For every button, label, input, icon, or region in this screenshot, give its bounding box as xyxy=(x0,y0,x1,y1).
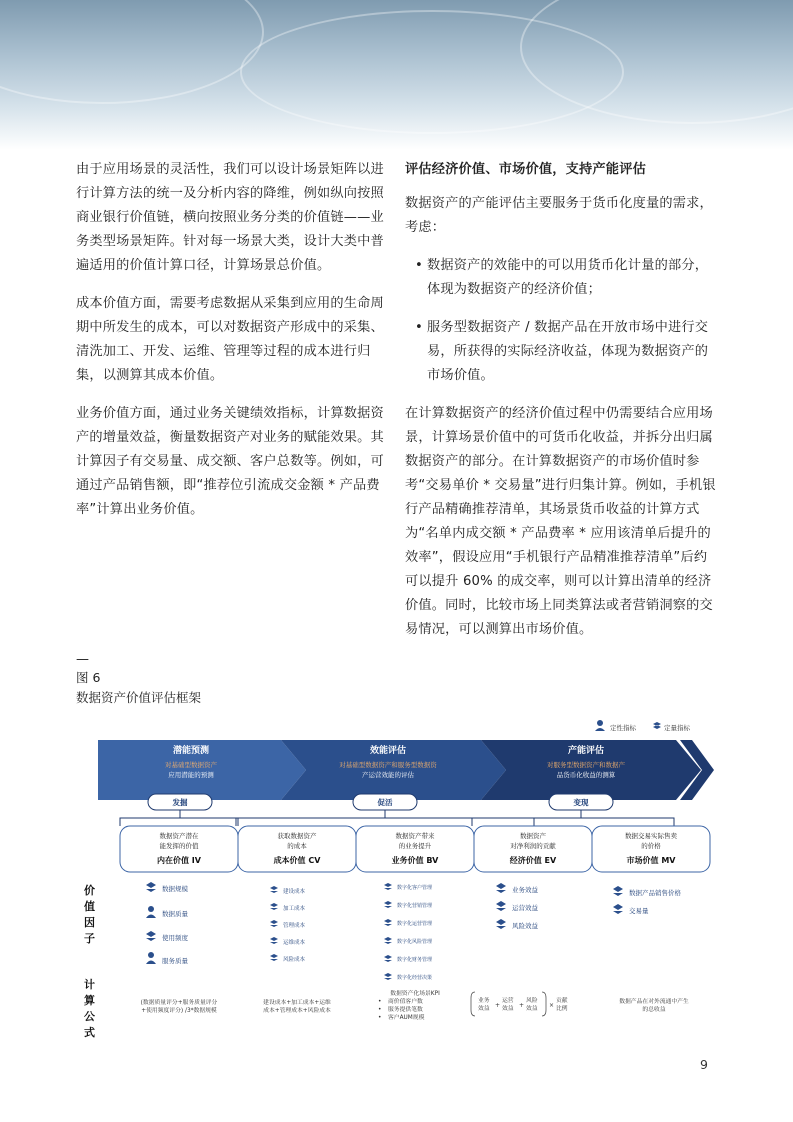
formula-ev-term: 运营 xyxy=(502,998,514,1004)
formula-ev-op: + xyxy=(495,1002,501,1009)
stack-icon xyxy=(146,882,156,892)
bullet-dot: • xyxy=(378,1015,382,1021)
paragraph-intro: 数据资产的产能评估主要服务于货币化度量的需求，考虑： xyxy=(405,196,713,235)
paragraph-business-value: 业务价值方面，通过业务关键绩效指标，计算数据资产的增量效益，衡量数据资产对业务的赋能效果。其计算因子有交易量、成交额、客户总数等。例如，可通过产品销售额，即“推荐位引流成交金额 * 产品费率”计算出业务价值。 xyxy=(76,406,384,517)
factor-item: 数字化财务管理 xyxy=(397,957,433,963)
formula-ev-op: + xyxy=(519,1002,525,1009)
row-label-char: 式 xyxy=(84,1026,95,1039)
action-label: 促活 xyxy=(377,798,393,807)
stack-icon xyxy=(384,937,392,944)
person-icon-body xyxy=(146,961,156,965)
formula-ev-term: 效益 xyxy=(502,1006,514,1012)
stack-icon xyxy=(613,886,623,896)
value-desc: 的业务提升 xyxy=(398,842,432,850)
stack-icon xyxy=(270,954,278,961)
stack-icon xyxy=(270,920,278,927)
person-icon-body xyxy=(146,915,156,919)
factor-item: 数据质量 xyxy=(162,910,188,918)
factors-ev xyxy=(496,883,539,930)
value-desc: 数据交易实际售卖 xyxy=(625,832,677,840)
stack-icon xyxy=(496,883,506,893)
value-desc: 的价格 xyxy=(641,842,661,850)
formula-cv: 建设成本+加工成本+运维 xyxy=(263,1000,331,1006)
phase-title: 潜能预测 xyxy=(172,746,210,756)
value-desc: 数据资产 xyxy=(520,832,546,840)
factor-item: 建设成本 xyxy=(283,889,306,895)
wave-shape xyxy=(0,0,264,104)
figure-number: 图 6 xyxy=(76,670,101,685)
value-name: 市场价值 MV xyxy=(626,856,676,865)
stack-icon xyxy=(613,904,623,914)
value-desc: 的成本 xyxy=(287,842,307,850)
formula-ev-term: 效益 xyxy=(478,1006,490,1012)
legend-quantitative: 定量指标 xyxy=(664,724,690,732)
stack-icon xyxy=(270,886,278,893)
stack-icon xyxy=(146,931,156,941)
value-desc: 数据资产潜在 xyxy=(159,832,199,840)
figure-caption: 数据资产价值评估框架 xyxy=(76,690,202,705)
value-desc: 获取数据资产 xyxy=(277,832,317,840)
bracket-left xyxy=(471,992,475,1016)
factors-mv xyxy=(613,886,682,915)
bracket xyxy=(120,818,238,826)
stack-icon xyxy=(496,901,506,911)
row-label-char: 价 xyxy=(84,884,95,897)
diagram-svg xyxy=(76,710,716,1045)
value-name: 内在价值 IV xyxy=(157,856,201,865)
action-label: 变现 xyxy=(573,798,589,807)
formula-mv: 数据产品在对外流通中产生 xyxy=(619,999,689,1005)
formula-ev-term: 业务 xyxy=(478,998,490,1004)
formula-bv-item: 服务提供笔数 xyxy=(388,1007,423,1013)
value-name: 业务价值 BV xyxy=(391,856,439,865)
formula-bv-title: 数据资产化场景KPI xyxy=(390,991,440,997)
bullet-item: • 数据资产的效能中的可以用货币化计量的部分，体现为数据资产的经济价值； xyxy=(405,254,717,302)
factors-cv xyxy=(270,886,306,963)
formulas xyxy=(141,989,689,1021)
bracket xyxy=(472,818,674,826)
phase-banner xyxy=(98,740,714,800)
stack-icon xyxy=(384,955,392,962)
header-water-image xyxy=(0,0,793,150)
factor-item: 数据规模 xyxy=(162,885,188,893)
phase-desc: 对服务型数据资产和数据产 xyxy=(547,761,625,769)
phase-desc: 产运营效能的评估 xyxy=(362,771,414,779)
value-name: 经济价值 EV xyxy=(509,856,557,865)
left-column xyxy=(76,158,386,536)
formula-iv: (数据质量评分+服务质量评分 xyxy=(140,1000,218,1006)
factor-item: 使用频度 xyxy=(162,934,188,942)
row-label-formula xyxy=(84,977,96,1039)
stack-icon xyxy=(270,903,278,910)
phase-desc: 应用潜能的预测 xyxy=(168,771,214,779)
row-label-char: 子 xyxy=(84,932,95,945)
row-label-char: 公 xyxy=(84,1010,95,1023)
bullet-dot: • xyxy=(378,999,382,1005)
formula-ev-op: × xyxy=(549,1002,555,1009)
bullet-list xyxy=(405,254,717,388)
row-label-factors xyxy=(84,883,95,945)
row-label-char: 因 xyxy=(84,916,95,929)
person-icon xyxy=(597,720,603,726)
person-icon-body xyxy=(595,728,605,731)
factor-item: 数字化经营决策 xyxy=(397,975,433,981)
phase-title: 产能评估 xyxy=(567,746,605,756)
bracket-right xyxy=(542,992,546,1016)
phase-title: 效能评估 xyxy=(369,746,407,756)
bullet-item: • 服务型数据资产 / 数据产品在开放市场中进行交易，所获得的实际经济收益，体现为数据资产的市场价值。 xyxy=(405,316,717,388)
factor-item: 交易量 xyxy=(629,907,649,915)
factors-iv xyxy=(146,882,189,965)
value-desc: 数据资产带来 xyxy=(395,832,435,840)
stack-icon xyxy=(384,883,392,890)
stack-icon xyxy=(384,919,392,926)
factor-item: 数字化运营管理 xyxy=(397,921,433,927)
stack-icon xyxy=(384,973,392,980)
row-label-char: 计 xyxy=(84,978,95,991)
factor-item: 数字化营销管理 xyxy=(397,903,433,909)
factor-item: 服务质量 xyxy=(162,957,188,965)
action-label: 发掘 xyxy=(172,798,188,807)
value-boxes xyxy=(120,826,710,872)
stack-icon xyxy=(270,937,278,944)
row-label-char: 算 xyxy=(84,994,95,1007)
figure-dash: — xyxy=(76,652,89,667)
person-icon xyxy=(148,906,154,912)
factor-item: 运维成本 xyxy=(283,940,306,946)
formula-ev-ratio: 比例 xyxy=(556,1006,568,1012)
legend-qualitative: 定性指标 xyxy=(610,724,636,732)
formula-bv-item: 客户AUM规模 xyxy=(388,1015,425,1021)
factor-item: 数据产品销售价格 xyxy=(629,889,681,897)
right-column xyxy=(405,158,717,656)
phase-desc: 对基础型数据资产 xyxy=(165,761,217,769)
factor-item: 风险效益 xyxy=(512,922,538,930)
paragraph-cost-value: 成本价值方面，需要考虑数据从采集到应用的生命周期中所发生的成本，可以对数据资产形成中的采集、清洗加工、开发、运维、管理等过程的成本进行归集，以测算其成本价值。 xyxy=(76,296,384,383)
value-name: 成本价值 CV xyxy=(273,856,321,865)
paragraph-economic-value: 在计算数据资产的经济价值过程中仍需要结合应用场景，计算场景价值中的可货币化收益，并拆分出归属数据资产的部分。在计算数据资产的市场价值时参考“交易单价 * 交易量”进行归集计算。例如，手机银行产品精确推荐清单，其场景货币收益的计算方式为“名单内成交额 * 产品费率 * 应用该清单后提升的效率”，假设应用“手机银行产品精准推荐清单”后约可以提升 60% 的成交率，则可以计算出清单的经济价值。同时，比较市场上同类算法或者营销洞察的交易情况，可以测算出市场价值。 xyxy=(405,406,716,637)
stack-icon xyxy=(653,722,661,729)
person-icon xyxy=(148,952,154,958)
row-label-char: 值 xyxy=(84,900,95,913)
stack-icon xyxy=(496,919,506,929)
paragraph-scene-matrix: 由于应用场景的灵活性，我们可以设计场景矩阵以进行计算方法的统一及分析内容的降维，例如纵向按照商业银行价值链，横向按照业务分类的价值链——业务类型场景矩阵。针对每一场景大类，设计大类中普遍适用的价值计算口径，计算场景总价值。 xyxy=(76,162,384,273)
factors-bv xyxy=(384,883,432,981)
factor-item: 管理成本 xyxy=(283,923,306,929)
value-desc: 能发挥的价值 xyxy=(159,842,199,850)
factor-item: 运营效益 xyxy=(512,904,538,912)
page-number: 9 xyxy=(700,1057,708,1072)
phase-desc: 品货币化收益的测算 xyxy=(556,771,616,779)
bullet-dot: • xyxy=(378,1007,382,1013)
action-pills xyxy=(120,794,674,826)
factor-item: 数字化风险管理 xyxy=(397,939,433,945)
phase-desc: 对基础型数据资产和服务型数据资 xyxy=(339,761,437,769)
legend xyxy=(595,720,691,732)
formula-bv-item: 商价值客户数 xyxy=(388,999,423,1005)
bracket xyxy=(236,818,534,826)
formula-mv: 的总收益 xyxy=(642,1007,666,1013)
formula-ev-ratio: 贡献 xyxy=(556,998,568,1004)
formula-cv: 成本+管理成本+风险成本 xyxy=(263,1008,331,1014)
formula-iv: +使用频度评分) /3*数据规模 xyxy=(141,1008,217,1014)
factor-item: 业务效益 xyxy=(512,886,538,894)
factor-item: 数字化客户管理 xyxy=(397,885,433,891)
section-heading: 评估经济价值、市场价值，支持产能评估 xyxy=(405,162,646,177)
valuation-framework-diagram xyxy=(76,710,716,1045)
stack-icon xyxy=(384,901,392,908)
formula-ev-term: 效益 xyxy=(526,1006,538,1012)
formula-ev-term: 风险 xyxy=(526,998,538,1004)
factor-item: 风险成本 xyxy=(283,957,306,963)
value-desc: 对净利润的贡献 xyxy=(510,842,556,850)
factor-item: 加工成本 xyxy=(283,906,306,912)
